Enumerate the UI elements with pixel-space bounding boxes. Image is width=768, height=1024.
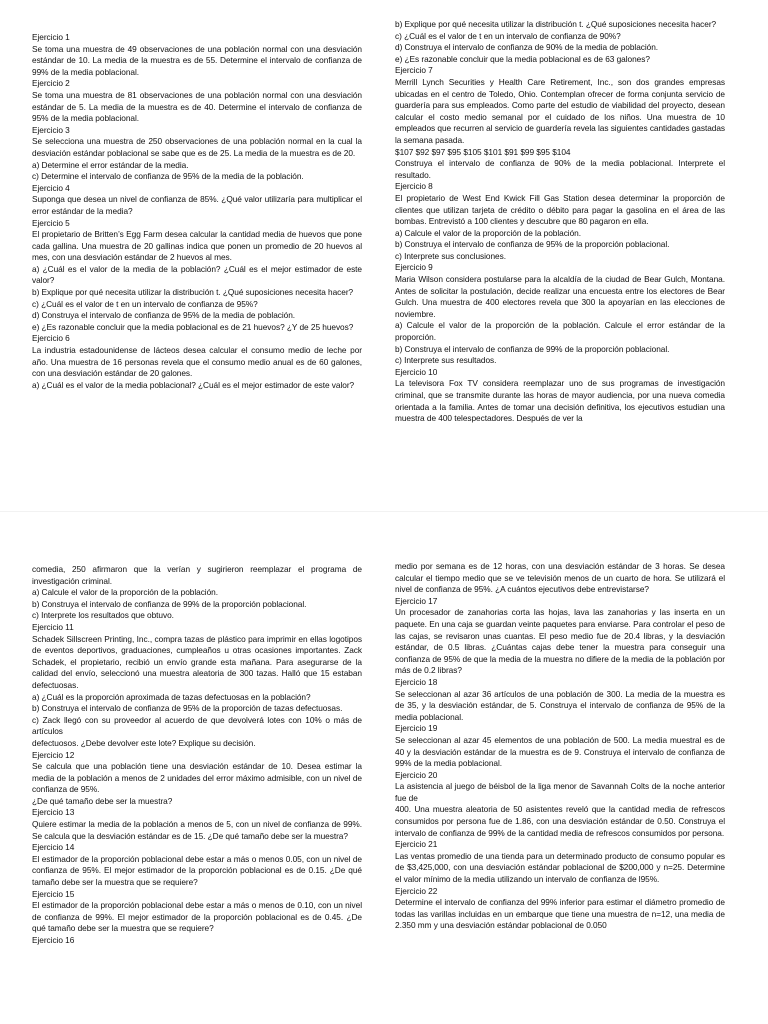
exercise-text: El propietario de Britten’s Egg Farm desea calcular la cantidad media de huevos que pone cada gallina. Una muestra de 20 gallinas indica que ponen un promedio de 20 huevos al mes, con una desviación estándar de 2 huevos al mes.: [32, 229, 362, 263]
exercise-question: a) Calcule el valor de la proporción de la población.: [395, 227, 581, 238]
exercise-question: c) Interprete sus resultados.: [395, 355, 497, 366]
exercise-text: Schadek Sillscreen Printing, Inc., compra tazas de plástico para imprimir en ellas logotipos de eventos deportivos, graduaciones, cumpleaños u otras ocasiones importantes. Zack Schadek, el propietario, recibió un envío grande esta mañana. Para asegurarse de la calidad del envío, seleccionó una muestra aleatoria de 300 tazas. Halló que 15 estaban defectuosas.: [32, 633, 362, 690]
exercise-heading: Ejercicio 21: [395, 839, 438, 850]
exercise-heading: Ejercicio 6: [32, 333, 70, 344]
exercise-question: a) ¿Cuál es el valor de la media poblacional? ¿Cuál es el mejor estimador de este valor?: [32, 379, 355, 390]
exercise-heading: Ejercicio 9: [395, 262, 433, 273]
exercise-question: c) Zack llegó con su proveedor al acuerdo de que devolverá lotes con 10% o más de artículos: [32, 714, 362, 737]
exercise-question: b) Explique por qué necesita utilizar la distribución t. ¿Qué suposiciones necesita hacer?: [32, 287, 354, 298]
exercise-heading: Ejercicio 19: [395, 723, 438, 734]
exercise-text: Construya el intervalo de confianza de 90% de la media poblacional. Interprete el resultado.: [395, 158, 725, 180]
exercise-heading: Ejercicio 2: [32, 78, 70, 89]
upper-right-column: [395, 19, 725, 425]
exercise-question: c) ¿Cuál es el valor de t en un intervalo de confianza de 90%?: [395, 30, 621, 41]
exercise-question: d) Construya el intervalo de confianza de 90% de la media de población.: [395, 42, 659, 53]
exercise-question: a) Determine el error estándar de la media.: [32, 159, 189, 170]
exercise-data-values: $107 $92 $97 $95 $105 $101 $91 $99 $95 $104: [395, 146, 571, 157]
exercise-heading: Ejercicio 4: [32, 182, 70, 193]
exercise-question: c) Interprete sus conclusiones.: [395, 250, 506, 261]
exercise-question: a) Calcule el valor de la proporción de la población. Calcule el error estándar de la proporción.: [395, 320, 725, 343]
exercise-heading: Ejercicio 22: [395, 885, 438, 896]
exercise-heading: Ejercicio 14: [32, 842, 75, 853]
exercise-heading: Ejercicio 13: [32, 807, 75, 818]
exercise-question: b) Construya el intervalo de confianza de 95% de la proporción de tazas defectuosas.: [32, 703, 343, 714]
exercise-text: Se selecciona una muestra de 250 observaciones de una población normal en la cual la desviación estándar poblacional se sabe que es de 25. La media de la muestra es de 20.: [32, 136, 362, 158]
exercise-text: Determine el intervalo de confianza del 99% inferior para estimar el diámetro promedio de todas las varillas incluidas en un embarque que tiene una muestra de n=12, una media de 2.350 mm y una desviación estándar poblacional de 0.050: [395, 897, 725, 931]
exercise-text: El estimador de la proporción poblacional debe estar a más o menos de 0.10, con un nivel de confianza de 99%. El mejor estimador de la proporción poblacional es de 0.45. ¿De qué tamaño debe ser la muestra que se requiere?: [32, 900, 362, 934]
exercise-heading: Ejercicio 20: [395, 769, 438, 780]
exercise-text: comedia, 250 afirmaron que la verían y sugirieron reemplazar el programa de investigación criminal.: [32, 564, 362, 586]
exercise-question: a) ¿Cuál es la proporción aproximada de tazas defectuosas en la población?: [32, 691, 311, 702]
exercise-question: c) Determine el intervalo de confianza de 95% de la media de la población.: [32, 171, 304, 182]
exercise-question: defectuosos. ¿Debe devolver este lote? Explique su decisión.: [32, 737, 256, 748]
exercise-heading: Ejercicio 12: [32, 749, 75, 760]
exercise-heading: Ejercicio 17: [395, 595, 438, 606]
lower-right-column: [395, 561, 725, 932]
exercise-heading: Ejercicio 11: [32, 621, 74, 632]
exercise-heading: Ejercicio 16: [32, 935, 75, 945]
exercise-text: Se seleccionan al azar 45 elementos de una población de 500. La media muestral es de 40 y la desviación estándar de la muestra es de 9. Construya el intervalo de confianza de 99% de la media poblacional.: [395, 734, 725, 769]
lower-left-column: [32, 564, 362, 947]
exercise-question: b) Construya el intervalo de confianza de 99% de la proporción poblacional.: [32, 598, 307, 609]
exercise-text: Se calcula que una población tiene una desviación estándar de 10. Desea estimar la media de la población a menos de 2 unidades del error máximo admisible, con un nivel de confianza de 95%.: [32, 761, 362, 795]
exercise-question: e) ¿Es razonable concluir que la media poblacional es de 21 huevos? ¿Y de 25 huevos?: [32, 321, 354, 332]
exercise-question: a) ¿Cuál es el valor de la media de la población? ¿Cuál es el mejor estimador de este valor?: [32, 263, 362, 286]
exercise-heading: Ejercicio 15: [32, 888, 75, 899]
exercise-question: b) Construya el intervalo de confianza de 95% de la proporción poblacional.: [395, 239, 670, 250]
exercise-question: c) ¿Cuál es el valor de t en un intervalo de confianza de 95%?: [32, 298, 258, 309]
exercise-text: Suponga que desea un nivel de confianza de 85%. ¿Qué valor utilizaría para multiplicar el error estándar de la media?: [32, 194, 362, 216]
exercise-text: El estimador de la proporción poblacional debe estar a más o menos 0.05, con un nivel de confianza de 95%. El mejor estimador de la proporción poblacional es de 0.15. ¿De qué tamaño debe ser la muestra que se requiere?: [32, 853, 362, 888]
exercise-heading: Ejercicio 7: [395, 65, 433, 76]
exercise-question: c) Interprete los resultados que obtuvo.: [32, 610, 174, 621]
exercise-text: medio por semana es de 12 horas, con una desviación estándar de 3 horas. Se desea calcular el tiempo medio que se ve televisión menos de un cuarto de hora. Se utilizará el nivel de confianza de 95%. ¿A cuántos ejecutivos debe entrevistarse?: [395, 561, 725, 595]
exercise-text: Maria Wilson considera postularse para la alcaldía de la ciudad de Bear Gulch, Montana. Antes de solicitar la postulación, decide realizar una encuesta entre los electores de Bear Gulch. Una muestra de 400 electores revela que 300 la apoyarían en las elecciones de noviembre.: [395, 274, 725, 319]
exercise-text: Se toma una muestra de 81 observaciones de una población normal con una desviación estándar de 5. La media de la muestra es de 40. Determine el intervalo de confianza de 95% de la media poblacional.: [32, 89, 362, 124]
upper-left-column: [32, 32, 362, 391]
exercise-text: La asistencia al juego de béisbol de la liga menor de Savannah Colts de la noche anterior fue de: [395, 781, 725, 803]
exercise-heading: Ejercicio 5: [32, 217, 70, 228]
exercise-heading: Ejercicio 3: [32, 124, 70, 135]
exercise-text: El propietario de West End Kwick Fill Gas Station desea determinar la proporción de clientes que utilizan tarjeta de crédito o débito para pagar la gasolina en el área de las bombas. Entrevistó a 100 clientes y descubre que 80 pagaron en ella.: [395, 192, 725, 227]
exercise-question: b) Construya el intervalo de confianza de 99% de la proporción poblacional.: [395, 343, 670, 354]
exercise-text: Quiere estimar la media de la población a menos de 5, con un nivel de confianza de 99%. Se calcula que la desviación estándar es de 15. ¿De qué tamaño debe ser la muestra?: [32, 819, 362, 841]
lower-document-page: [0, 512, 768, 1024]
exercise-question: a) Calcule el valor de la proporción de la población.: [32, 587, 218, 598]
exercise-heading: Ejercicio 1: [32, 32, 70, 42]
exercise-heading: Ejercicio 8: [395, 181, 433, 192]
exercise-text: 400. Una muestra aleatoria de 50 asistentes reveló que la cantidad media de refrescos consumidos por persona fue de 1.86, con una desviación estándar de 0.50. Construya el intervalo de confianza de 99% de la cantidad media de refrescos consumidos por persona.: [395, 804, 725, 838]
exercise-text: Un procesador de zanahorias corta las hojas, lava las zanahorias y las inserta en un paquete. En una caja se guardan veinte paquetes para enviarse. Para controlar el peso de las cajas, se revisaron unas cuantas. El peso medio fue de 20.4 libras, y la desviación estándar, de 0.5 libras. ¿Cuántas cajas debe tener la muestra para conseguir una confianza de 95% de que la media de la muestra no difiere de la media de la población por más de 0.2 libras?: [395, 607, 725, 676]
exercise-question: ¿De qué tamaño debe ser la muestra?: [32, 795, 173, 806]
exercise-question: b) Explique por qué necesita utilizar la distribución t. ¿Qué suposiciones necesita hacer?: [395, 19, 717, 29]
exercise-text: La industria estadounidense de lácteos desea calcular el consumo medio de leche por año. Una muestra de 16 personas revela que el consumo medio anual es de 60 galones, con una desviación estándar de 20 galones.: [32, 345, 362, 379]
exercise-text: Las ventas promedio de una tienda para un determinado producto de consumo popular es de $3,425,000, con una desviación estándar poblacional de $200,000 y n=25. Determine el valor mínimo de la media utilizando un intervalo de confianza de l95%.: [395, 850, 725, 885]
exercise-question: e) ¿Es razonable concluir que la media poblacional es de 63 galones?: [395, 53, 650, 64]
exercise-text: Merrill Lynch Securities y Health Care Retirement, Inc., son dos grandes empresas ubicadas en el centro de Toledo, Ohio. Contemplan ofrecer de forma conjunta servicio de guardería para sus empleados. Como parte del estudio de viabilidad del proyecto, desean calcular el costo medio semanal por el cuidado de los niños. Una muestra de 10 empleados que recurren al servicio de guardería revela las siguientes cantidades gastadas la semana pasada.: [395, 76, 725, 145]
exercise-heading: Ejercicio 18: [395, 676, 438, 687]
exercise-question: d) Construya el intervalo de confianza de 95% de la media de población.: [32, 310, 296, 321]
exercise-text: Se seleccionan al azar 36 artículos de una población de 300. La media de la muestra es de 35, y la desviación estándar, de 5. Construya el intervalo de confianza de 95% de la media poblacional.: [395, 688, 725, 722]
exercise-text: La televisora Fox TV considera reemplazar uno de sus programas de investigación criminal, que se transmite durante las horas de mayor audiencia, por una nueva comedia orientada a la familia. Antes de tomar una decisión definitiva, los ejecutivos estudian una muestra de 400 telespectadores. Después de ver la: [395, 378, 725, 424]
exercise-text: Se toma una muestra de 49 observaciones de una población normal con una desviación estándar de 10. La media de la muestra es de 55. Determine el intervalo de confianza de 99% de la media poblacional.: [32, 43, 362, 77]
exercise-heading: Ejercicio 10: [395, 366, 438, 377]
